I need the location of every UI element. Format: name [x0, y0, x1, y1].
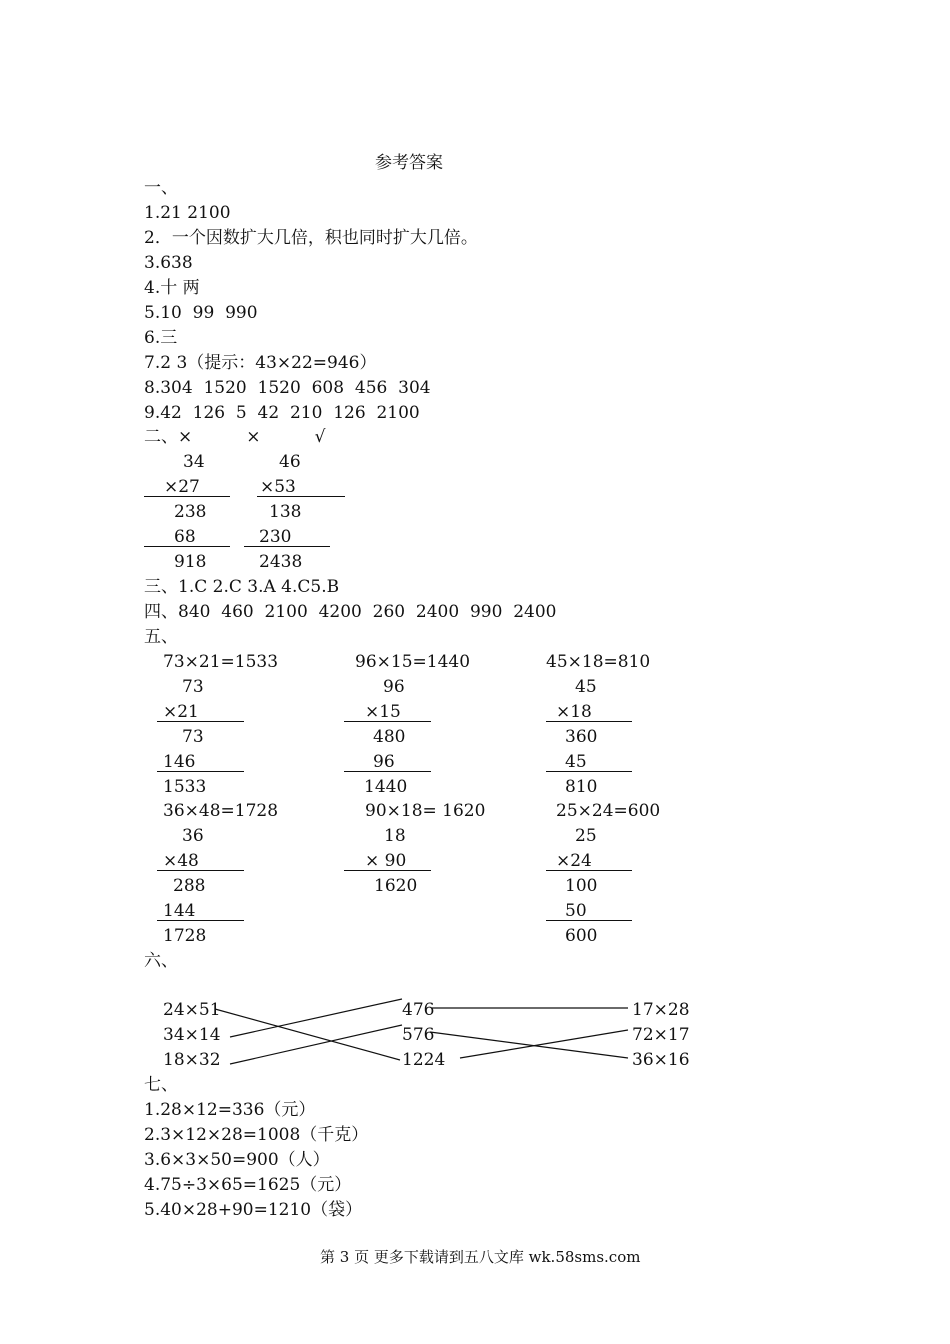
match-left-2: 34×14: [163, 1025, 221, 1045]
answer-7-2: 2.3×12×28=1008（千克）: [144, 1125, 369, 1145]
p3-partial-1: 360: [565, 727, 598, 747]
p6-equation: 25×24=600: [556, 801, 661, 821]
p2-partial-1: 480: [373, 727, 406, 747]
match-right-2: 72×17: [632, 1025, 690, 1045]
p2-equation: 96×15=1440: [355, 652, 471, 672]
section-5-heading: 五、: [144, 627, 178, 647]
match-right-3: 36×16: [632, 1050, 690, 1070]
p2-multiplier: ×15: [365, 702, 401, 722]
match-right-1: 17×28: [632, 1000, 690, 1020]
p4-product: 1728: [163, 926, 207, 946]
match-line-576-36x16: [430, 1032, 628, 1058]
answer-7-5: 5.40×28+90=1210（袋）: [144, 1200, 363, 1220]
p6-multiplicand: 25: [575, 826, 597, 846]
section-4-answers: 四、840 460 2100 4200 260 2400 990 2400: [144, 602, 557, 622]
section-1-heading: 一、: [144, 178, 178, 198]
page-footer: 第 3 页 更多下载请到五八文库 wk.58sms.com: [320, 1248, 641, 1266]
match-left-1: 24×51: [163, 1000, 221, 1020]
p4-partial-1: 288: [173, 876, 206, 896]
p5-multiplier: × 90: [365, 851, 407, 871]
answer-1-8: 8.304 1520 1520 608 456 304: [144, 378, 431, 398]
answer-1-3: 3.638: [144, 253, 193, 273]
p4-multiplicand: 36: [182, 826, 204, 846]
section-6-heading: 六、: [144, 951, 178, 971]
section-7-heading: 七、: [144, 1075, 178, 1095]
answer-1-6: 6.三: [144, 328, 178, 348]
p2-partial-2: 96: [373, 752, 395, 772]
match-line-1224-72x17: [460, 1030, 628, 1058]
p6-partial-1: 100: [565, 876, 598, 896]
p3-product: 810: [565, 777, 598, 797]
p6-multiplier: ×24: [556, 851, 592, 871]
p5-multiplicand: 18: [384, 826, 406, 846]
p5-equation: 90×18= 1620: [365, 801, 486, 821]
match-middle-3: 1224: [402, 1050, 446, 1070]
answer-1-9: 9.42 126 5 42 210 126 2100: [144, 403, 420, 423]
p1-multiplier: ×21: [163, 702, 199, 722]
p1-multiplicand: 73: [182, 677, 204, 697]
answer-1-1: 1.21 2100: [144, 203, 231, 223]
calc-a-product: 918: [174, 552, 207, 572]
p3-partial-2: 45: [565, 752, 587, 772]
p3-equation: 45×18=810: [546, 652, 651, 672]
p3-multiplicand: 45: [575, 677, 597, 697]
answer-1-2: 2．一个因数扩大几倍，积也同时扩大几倍。: [144, 228, 478, 248]
p1-equation: 73×21=1533: [163, 652, 279, 672]
p4-equation: 36×48=1728: [163, 801, 279, 821]
calc-b-partial-1: 138: [269, 502, 302, 522]
calc-a-multiplicand: 34: [183, 452, 205, 472]
answer-1-5: 5.10 99 990: [144, 303, 258, 323]
calc-a-partial-1: 238: [174, 502, 207, 522]
answer-7-3: 3.6×3×50=900（人）: [144, 1150, 330, 1170]
page-title: 参考答案: [375, 153, 443, 173]
answer-1-4: 4.十 两: [144, 278, 200, 298]
match-middle-1: 476: [402, 1000, 435, 1020]
answer-1-7: 7.2 3（提示：43×22=946）: [144, 353, 377, 373]
section-2-heading: 二、× × √: [144, 427, 326, 447]
p1-partial-1: 73: [182, 727, 204, 747]
match-left-3: 18×32: [163, 1050, 221, 1070]
calc-b-partial-2: 230: [259, 527, 292, 547]
p1-partial-2: 146: [163, 752, 196, 772]
p6-product: 600: [565, 926, 598, 946]
answer-7-1: 1.28×12=336（元）: [144, 1100, 316, 1120]
section-3-answers: 三、1.C 2.C 3.A 4.C5.B: [144, 577, 340, 597]
p2-product: 1440: [364, 777, 408, 797]
calc-b-multiplier: ×53: [260, 477, 296, 497]
calc-b-multiplicand: 46: [279, 452, 301, 472]
p4-multiplier: ×48: [163, 851, 199, 871]
p4-partial-2: 144: [163, 901, 196, 921]
answer-7-4: 4.75÷3×65=1625（元）: [144, 1175, 352, 1195]
calc-a-multiplier: ×27: [164, 477, 200, 497]
p6-partial-2: 50: [565, 901, 587, 921]
match-middle-2: 576: [402, 1025, 435, 1045]
p3-multiplier: ×18: [556, 702, 592, 722]
p5-product: 1620: [374, 876, 418, 896]
calc-b-product: 2438: [259, 552, 303, 572]
p2-multiplicand: 96: [383, 677, 405, 697]
calc-a-partial-2: 68: [174, 527, 196, 547]
p1-product: 1533: [163, 777, 207, 797]
